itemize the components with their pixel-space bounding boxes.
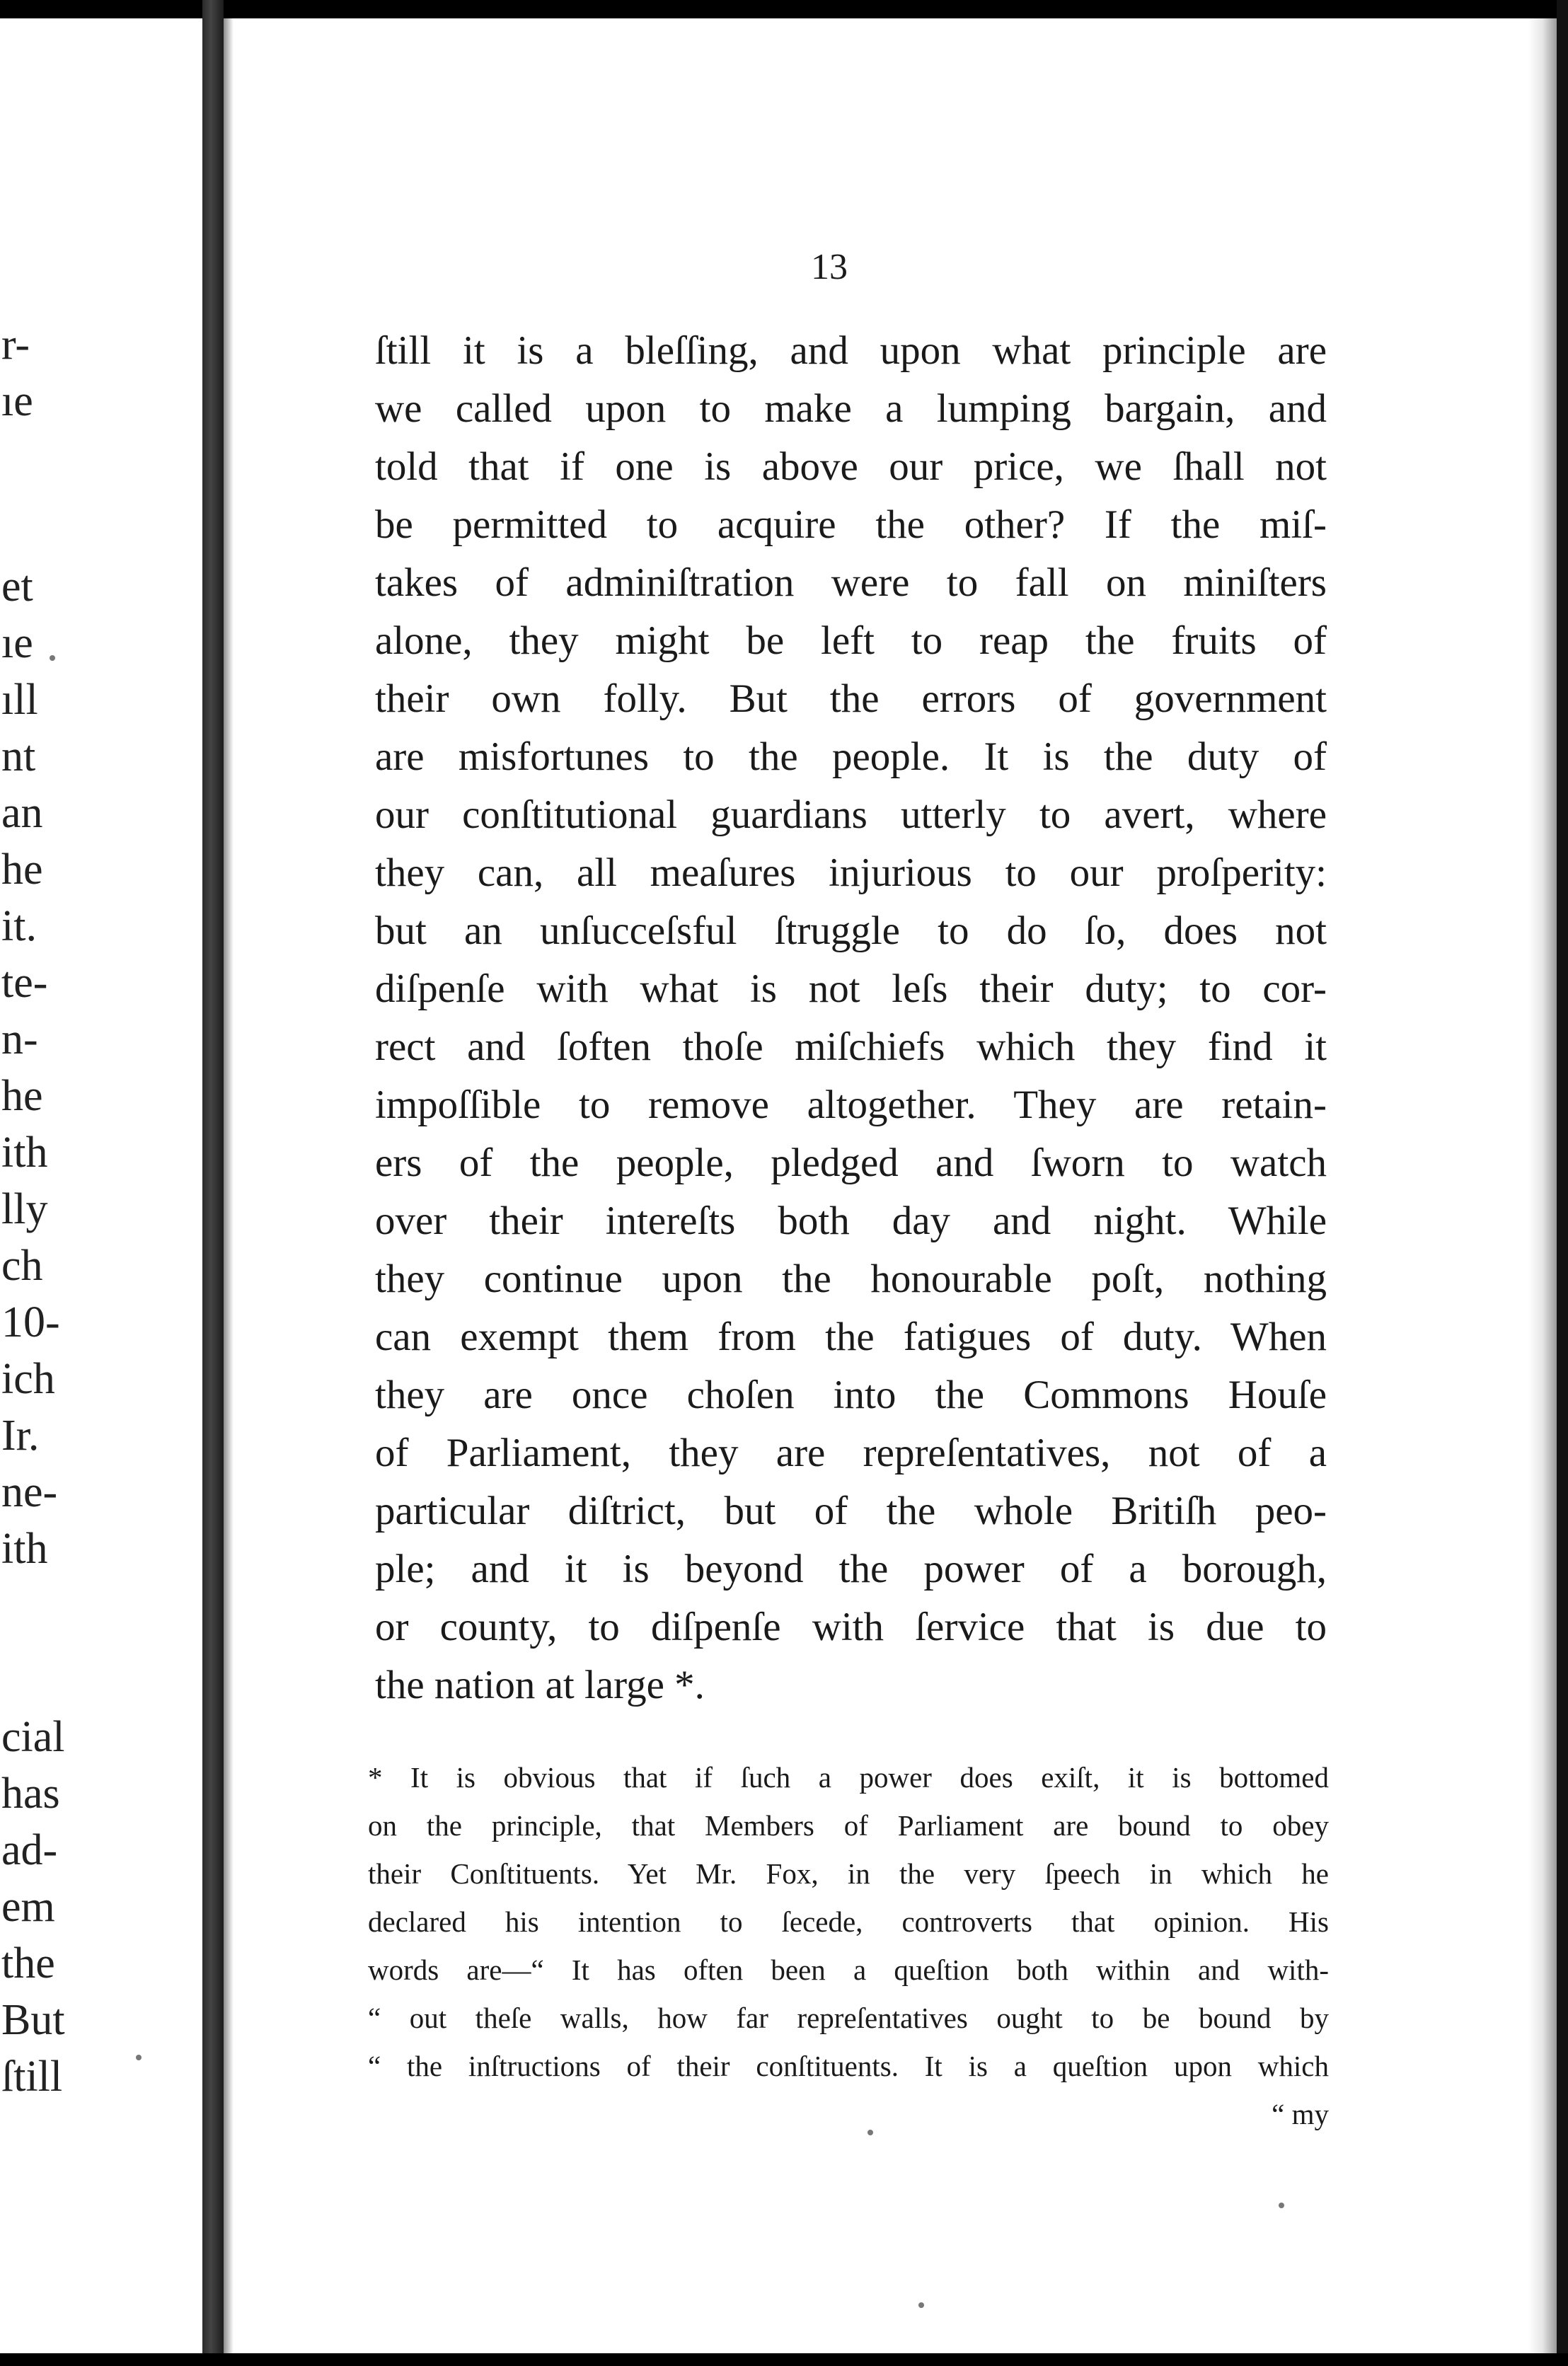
text-line: but an unſucceſsful ſtruggle to do ſo, does not: [375, 908, 1327, 953]
facing-page-fragment: ſtill: [1, 2053, 63, 2101]
footnote-catchword: “ my: [1272, 2098, 1329, 2130]
footnote-line: words are—“ It has often been a queſtion both within and with-: [368, 1954, 1329, 1986]
text-line: they can, all meaſures injurious to our proſperity:: [375, 850, 1327, 895]
gutter-shadow: [224, 0, 234, 2366]
footnote-line: their Conſtituents. Yet Mr. Fox, in the very ſpeech in which he: [368, 1857, 1329, 1890]
text-line: their own folly. But the errors of government: [375, 676, 1327, 721]
facing-page-fragment: he: [1, 1072, 43, 1120]
text-line: told that if one is above our price, we ſhall not: [375, 444, 1327, 489]
book-gutter: [202, 0, 224, 2366]
text-line: they are once choſen into the Commons Houſe: [375, 1373, 1327, 1417]
text-line: rect and ſoften thoſe miſchiefs which they find it: [375, 1025, 1327, 1069]
paper-speck: [867, 2130, 873, 2135]
facing-page-fragment: an: [1, 789, 43, 837]
facing-page-fragment: ad-: [1, 1826, 58, 1874]
facing-page-fragment: ıe: [1, 377, 33, 425]
text-line: of Parliament, they are repreſentatives, not of a: [375, 1431, 1327, 1475]
paper-speck: [136, 2055, 142, 2060]
text-line: alone, they might be left to reap the fruits of: [375, 618, 1327, 663]
paper-speck: [1279, 2203, 1284, 2208]
text-line: can exempt them from the fatigues of duty. When: [375, 1315, 1327, 1359]
text-line: ſtill it is a bleſſing, and upon what principle are: [375, 328, 1327, 373]
facing-page-fragment: r-: [1, 321, 30, 369]
text-line: our conſtitutional guardians utterly to avert, where: [375, 792, 1327, 837]
facing-page-fragment: nt: [1, 732, 36, 780]
scan-border-right: [1557, 0, 1568, 2366]
scan-border-top: [0, 0, 1568, 18]
text-line: be permitted to acquire the other? If the miſ-: [375, 502, 1327, 547]
facing-page-fragment: ith: [1, 1129, 48, 1177]
facing-page-text-fragments: [0, 18, 202, 2353]
facing-page-fragment: cial: [1, 1713, 65, 1761]
facing-page-fragment: has: [1, 1770, 60, 1818]
facing-page-fragment: Ir.: [1, 1412, 40, 1460]
text-line: we called upon to make a lumping bargain, and: [375, 386, 1327, 431]
paper-speck: [50, 655, 55, 661]
paper-speck: [918, 2302, 924, 2308]
facing-page-fragment: ıe: [1, 619, 33, 667]
footnote-line: on the principle, that Members of Parliament are bound to obey: [368, 1809, 1329, 1842]
facing-page-fragment: the: [1, 1939, 55, 1987]
text-line: the nation at large *.: [375, 1663, 705, 1707]
text-line: takes of adminiſtration were to fall on miniſters: [375, 560, 1327, 605]
footnote-line: “ out theſe walls, how far repreſentatives ought to be bound by: [368, 2002, 1329, 2034]
text-line: diſpenſe with what is not leſs their duty; to cor-: [375, 966, 1327, 1011]
text-line: over their intereſts both day and night. While: [375, 1199, 1327, 1243]
scan-border-bottom: [0, 2353, 1568, 2366]
facing-page-fragment: em: [1, 1883, 55, 1931]
text-line: particular diſtrict, but of the whole Britiſh peo-: [375, 1489, 1327, 1533]
text-line: are misfortunes to the people. It is the duty of: [375, 734, 1327, 779]
footnote-line: declared his intention to ſecede, controverts that opinion. His: [368, 1905, 1329, 1938]
footnote-block: [368, 1753, 1329, 2138]
text-line: ers of the people, pledged and ſworn to watch: [375, 1141, 1327, 1185]
facing-page-fragment: ch: [1, 1242, 43, 1290]
facing-page-fragment: But: [1, 1996, 65, 2044]
facing-page-fragment: ich: [1, 1355, 55, 1403]
page-number: 13: [811, 247, 848, 287]
facing-page-fragment: lly: [1, 1185, 48, 1233]
facing-page-fragment: it.: [1, 902, 37, 950]
facing-page-left: [0, 18, 202, 2353]
facing-page-fragment: te-: [1, 959, 48, 1007]
facing-page-fragment: ith: [1, 1525, 48, 1573]
facing-page-fragment: n-: [1, 1015, 38, 1063]
facing-page-fragment: et: [1, 562, 33, 611]
text-line: or county, to diſpenſe with ſervice that is due to: [375, 1605, 1327, 1649]
facing-page-fragment: 10-: [1, 1298, 60, 1346]
facing-page-fragment: ne-: [1, 1468, 58, 1516]
footnote-line: * It is obvious that if ſuch a power does exiſt, it is bottomed: [368, 1761, 1329, 1794]
footnote-line: “ the inſtructions of their conſtituents. It is a queſtion upon which: [368, 2050, 1329, 2082]
facing-page-fragment: he: [1, 846, 43, 894]
page-edge-shading: [1528, 18, 1557, 2353]
facing-page-fragment: ıll: [1, 676, 38, 724]
text-line: ple; and it is beyond the power of a borough,: [375, 1547, 1327, 1591]
text-line: they continue upon the honourable poſt, nothing: [375, 1257, 1327, 1301]
main-text-block: [375, 322, 1327, 1714]
text-line: impoſſible to remove altogether. They are retain-: [375, 1083, 1327, 1127]
